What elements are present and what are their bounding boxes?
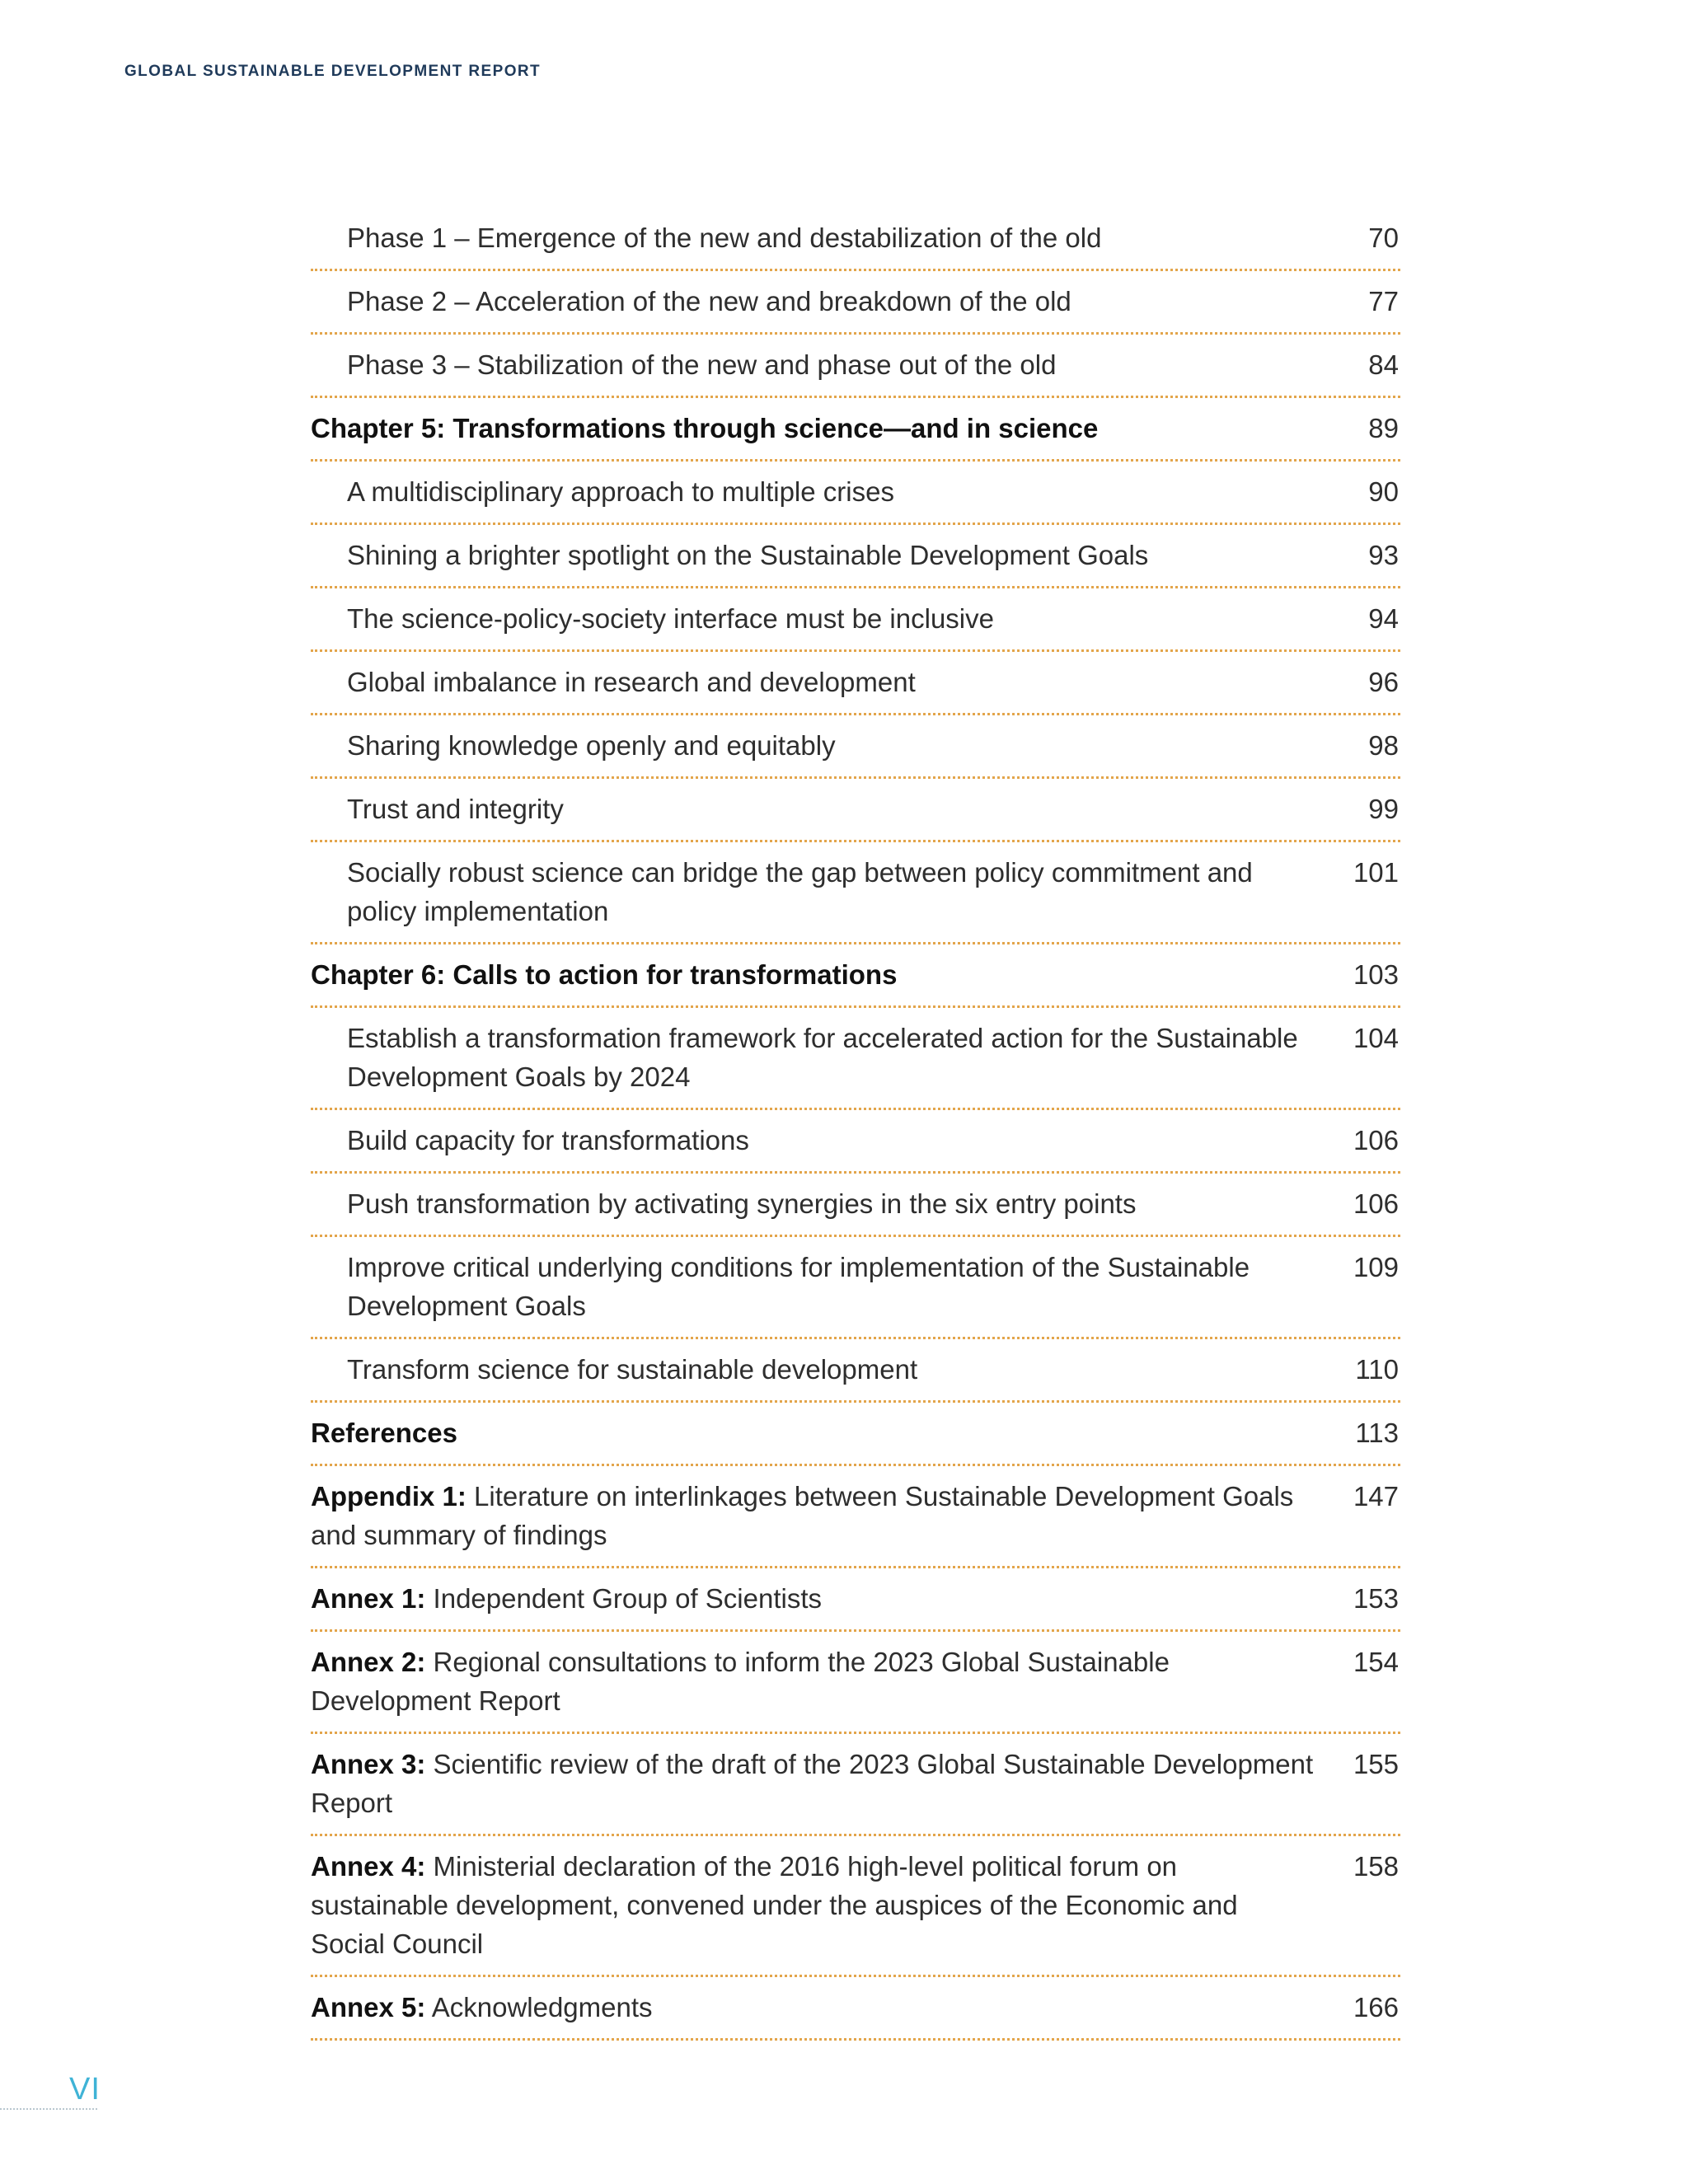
toc-entry-title — [311, 1248, 1400, 1325]
toc-page-number: 109 — [1353, 1252, 1399, 1282]
toc-annex-entry[interactable] — [311, 1466, 1400, 1568]
toc-entry-text: Scientific review of the draft of the 2023 Global Sustainable Development Report — [311, 1749, 1314, 1818]
toc-entry-title — [311, 218, 1400, 257]
toc-entry-text: Build capacity for transformations — [347, 1125, 749, 1155]
toc-page-number: 98 — [1368, 730, 1399, 761]
page-number: VI — [69, 2072, 101, 2107]
toc-entry-title — [311, 282, 1400, 321]
toc-entry-label: Annex 3: — [311, 1749, 426, 1779]
toc-entry-text: Ministerial declaration of the 2016 high-level political forum on sustainable development, convened under the auspices of the Economic and Social Council — [311, 1851, 1238, 1959]
toc-section-entry[interactable] — [311, 335, 1400, 398]
toc-page-number: 90 — [1368, 476, 1399, 507]
toc-entry-title — [311, 1579, 1400, 1618]
toc-entry-text: Acknowledgments — [425, 1992, 653, 2022]
toc-page-number: 106 — [1353, 1125, 1399, 1155]
toc-entry-title — [311, 536, 1400, 574]
toc-page-number: 94 — [1368, 603, 1399, 634]
page-number-rule — [0, 2108, 97, 2110]
toc-page-number: 155 — [1353, 1749, 1399, 1779]
toc-entry-title — [311, 472, 1400, 511]
toc-chapter-entry[interactable] — [311, 398, 1400, 462]
toc-section-entry[interactable] — [311, 525, 1400, 588]
toc-section-entry[interactable] — [311, 208, 1400, 271]
toc-section-entry[interactable] — [311, 1008, 1400, 1110]
toc-entry-title — [311, 663, 1400, 701]
toc-entry-label: Annex 1: — [311, 1583, 426, 1614]
toc-section-entry[interactable] — [311, 462, 1400, 525]
toc-section-entry[interactable] — [311, 652, 1400, 715]
toc-entry-title — [311, 1413, 1400, 1452]
toc-chapter-entry[interactable] — [311, 944, 1400, 1008]
toc-annex-entry[interactable] — [311, 1836, 1400, 1977]
toc-entry-text: Phase 2 – Acceleration of the new and breakdown of the old — [347, 286, 1071, 316]
toc-annex-entry[interactable] — [311, 1632, 1400, 1734]
toc-entry-text: Chapter 5: Transformations through science—and in science — [311, 413, 1099, 443]
toc-page-number: 110 — [1355, 1354, 1399, 1385]
toc-annex-entry[interactable] — [311, 1568, 1400, 1632]
toc-section-entry[interactable] — [311, 715, 1400, 779]
toc-page-number: 104 — [1353, 1023, 1399, 1053]
toc-page-number: 153 — [1353, 1583, 1399, 1614]
toc-page-number: 77 — [1368, 286, 1399, 316]
toc-entry-title — [311, 1745, 1400, 1822]
toc-page-number: 147 — [1353, 1481, 1399, 1511]
toc-section-entry[interactable] — [311, 1174, 1400, 1237]
toc-annex-entry[interactable] — [311, 1734, 1400, 1836]
toc-page-number: 101 — [1353, 857, 1399, 888]
toc-section-entry[interactable] — [311, 1110, 1400, 1174]
toc-entry-text: Trust and integrity — [347, 794, 564, 824]
toc-entry-text: Push transformation by activating synergies in the six entry points — [347, 1188, 1137, 1219]
toc-section-entry[interactable] — [311, 842, 1400, 944]
toc-page-number: 93 — [1368, 540, 1399, 570]
toc-page-number: 99 — [1368, 794, 1399, 824]
toc-entry-text: The science-policy-society interface must be inclusive — [347, 603, 994, 634]
toc-entry-text: Chapter 6: Calls to action for transformations — [311, 959, 898, 990]
toc-page-number: 96 — [1368, 667, 1399, 697]
toc-entry-text: Improve critical underlying conditions for implementation of the Sustainable Development Goals — [347, 1252, 1250, 1321]
toc-entry-text: A multidisciplinary approach to multiple crises — [347, 476, 894, 507]
toc-entry-title — [311, 345, 1400, 384]
toc-section-entry[interactable] — [311, 588, 1400, 652]
toc-page-number: 113 — [1355, 1418, 1399, 1448]
toc-page-number: 154 — [1353, 1647, 1399, 1677]
toc-entry-title — [311, 790, 1400, 828]
toc-entry-text: Phase 1 – Emergence of the new and destabilization of the old — [347, 223, 1102, 253]
toc-page-number: 166 — [1353, 1992, 1399, 2022]
toc-entry-text: Independent Group of Scientists — [425, 1583, 823, 1614]
toc-page-number: 106 — [1353, 1188, 1399, 1219]
toc-entry-title — [311, 409, 1400, 448]
toc-entry-text: Shining a brighter spotlight on the Sustainable Development Goals — [347, 540, 1149, 570]
toc-entry-text: Phase 3 – Stabilization of the new and phase out of the old — [347, 349, 1057, 380]
toc-annex-entry[interactable] — [311, 1977, 1400, 2041]
toc-entry-text: Global imbalance in research and development — [347, 667, 916, 697]
toc-section-entry[interactable] — [311, 271, 1400, 335]
toc-entry-title — [311, 1988, 1400, 2027]
toc-entry-text: Establish a transformation framework for accelerated action for the Sustainable Development Goals by 2024 — [347, 1023, 1298, 1092]
toc-entry-title — [311, 1643, 1400, 1720]
toc-entry-title — [311, 726, 1400, 765]
toc-entry-text: Regional consultations to inform the 2023 Global Sustainable Development Report — [311, 1647, 1170, 1716]
toc-chapter-entry[interactable] — [311, 1403, 1400, 1466]
toc-section-entry[interactable] — [311, 779, 1400, 842]
toc-entry-title — [311, 1350, 1400, 1389]
table-of-contents — [311, 208, 1400, 2041]
toc-entry-title — [311, 853, 1400, 930]
running-header: GLOBAL SUSTAINABLE DEVELOPMENT REPORT — [124, 63, 542, 80]
toc-page-number: 70 — [1368, 223, 1399, 253]
toc-section-entry[interactable] — [311, 1339, 1400, 1403]
toc-entry-text: Transform science for sustainable development — [347, 1354, 918, 1385]
toc-entry-title — [311, 955, 1400, 994]
toc-section-entry[interactable] — [311, 1237, 1400, 1339]
toc-page-number: 84 — [1368, 349, 1399, 380]
toc-entry-title — [311, 599, 1400, 638]
toc-entry-title — [311, 1184, 1400, 1223]
toc-entry-text: Sharing knowledge openly and equitably — [347, 730, 836, 761]
toc-entry-text: References — [311, 1418, 457, 1448]
toc-entry-title — [311, 1477, 1400, 1554]
toc-page-number: 158 — [1353, 1851, 1399, 1882]
toc-entry-title — [311, 1019, 1400, 1096]
toc-page-number: 89 — [1368, 413, 1399, 443]
toc-entry-title — [311, 1847, 1400, 1963]
toc-entry-label: Annex 2: — [311, 1647, 426, 1677]
toc-entry-text: Literature on interlinkages between Sustainable Development Goals and summary of findings — [311, 1481, 1294, 1550]
toc-entry-label: Annex 4: — [311, 1851, 426, 1882]
toc-entry-label: Appendix 1: — [311, 1481, 467, 1511]
toc-entry-title — [311, 1121, 1400, 1160]
toc-entry-label: Annex 5: — [311, 1992, 426, 2022]
toc-entry-text: Socially robust science can bridge the gap between policy commitment and policy implementation — [347, 857, 1253, 926]
toc-page-number: 103 — [1353, 959, 1399, 990]
